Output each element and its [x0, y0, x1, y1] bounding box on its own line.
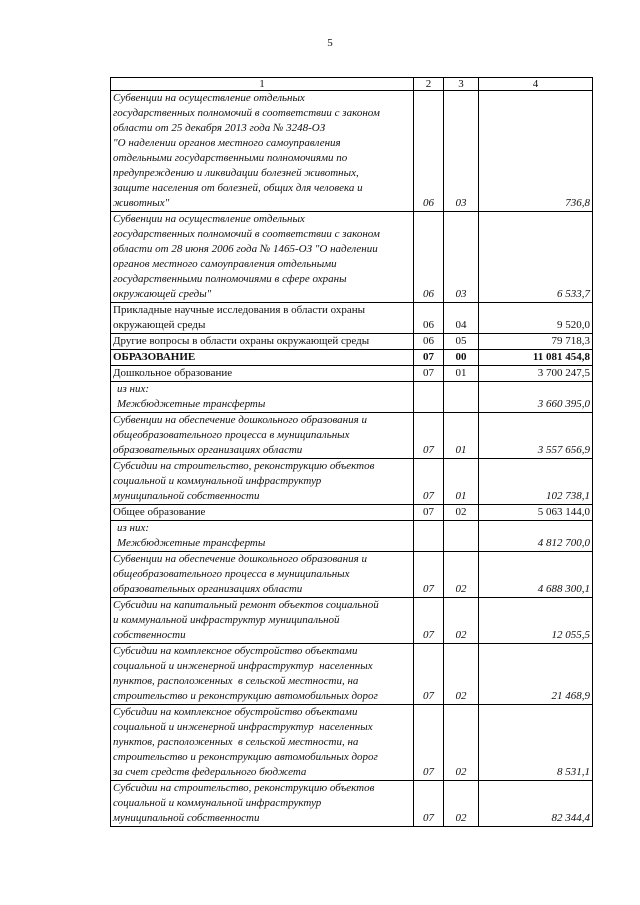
description-line: "О наделении органов местного самоуправления: [113, 137, 341, 149]
amount-cell: 79 718,3: [479, 334, 593, 350]
amount-cell: 9 520,0: [479, 303, 593, 334]
section-code-cell: 07: [414, 552, 444, 598]
description-cell: [111, 334, 414, 350]
description-line: общеобразовательного процесса в муниципальных: [113, 429, 350, 441]
budget-table: [110, 77, 593, 827]
description-line: окружающей среды: [113, 319, 206, 331]
description-line: защите населения от болезней, общих для человека и: [113, 182, 363, 194]
subsection-code-cell: 03: [444, 212, 479, 303]
description-cell: [111, 644, 414, 705]
table-row: [111, 413, 593, 459]
header-cell-description: 1: [111, 78, 414, 91]
description-line: животных": [113, 197, 170, 209]
description-line: социальной и инженерной инфраструктур населенных: [113, 660, 373, 672]
amount-cell: 4 688 300,1: [479, 552, 593, 598]
section-code-cell: 06: [414, 91, 444, 212]
header-cell-section: 2: [414, 78, 444, 91]
description-line: Субвенции на осуществление отдельных: [113, 92, 305, 104]
header-cell-subsection: 3: [444, 78, 479, 91]
amount-cell: 3 700 247,5: [479, 366, 593, 382]
description-line: социальной и коммунальной инфраструктур: [113, 797, 322, 809]
header-cell-amount: 4: [479, 78, 593, 91]
description-cell: [111, 91, 414, 212]
description-line: органов местного самоуправления отдельными: [113, 258, 337, 270]
description-line: ОБРАЗОВАНИЕ: [113, 351, 196, 363]
amount-cell: 3 660 395,0: [479, 382, 593, 413]
description-line: Межбюджетные трансферты: [117, 537, 266, 549]
description-line: собственности: [113, 629, 186, 641]
description-cell: [111, 505, 414, 521]
amount-cell: 82 344,4: [479, 781, 593, 827]
table-row: [111, 91, 593, 212]
description-cell: [111, 382, 414, 413]
subsection-code-cell: 02: [444, 781, 479, 827]
subsection-code-cell: 00: [444, 350, 479, 366]
description-line: предупреждению и ликвидации болезней животных,: [113, 167, 359, 179]
amount-cell: 736,8: [479, 91, 593, 212]
section-code-cell: [414, 382, 444, 413]
amount-cell: 11 081 454,8: [479, 350, 593, 366]
table-row: [111, 303, 593, 334]
description-cell: [111, 350, 414, 366]
section-code-cell: [414, 521, 444, 552]
description-line: Субсидии на строительство, реконструкцию объектов: [113, 782, 375, 794]
subsection-code-cell: 01: [444, 413, 479, 459]
description-cell: [111, 303, 414, 334]
section-code-cell: 06: [414, 212, 444, 303]
description-line: области от 25 декабря 2013 года № 3248-ОЗ: [113, 122, 326, 134]
description-line: Субвенции на обеспечение дошкольного образования и: [113, 553, 367, 565]
subsection-code-cell: 04: [444, 303, 479, 334]
description-cell: [111, 459, 414, 505]
description-cell: [111, 413, 414, 459]
section-code-cell: 07: [414, 413, 444, 459]
table-row: [111, 366, 593, 382]
description-line: государственных полномочий в соответствии с законом: [113, 228, 380, 240]
table-row: [111, 334, 593, 350]
description-line: Другие вопросы в области охраны окружающей среды: [113, 335, 370, 347]
description-line: муниципальной собственности: [113, 490, 260, 502]
table-row: [111, 459, 593, 505]
table-row: [111, 781, 593, 827]
subsection-code-cell: 02: [444, 505, 479, 521]
description-line: строительство и реконструкцию автомобильных дорог: [113, 751, 378, 763]
amount-cell: 12 055,5: [479, 598, 593, 644]
amount-cell: 5 063 144,0: [479, 505, 593, 521]
description-cell: [111, 521, 414, 552]
subsection-code-cell: 02: [444, 705, 479, 781]
description-line: Общее образование: [113, 506, 206, 518]
description-line: и коммунальной инфраструктур муниципальной: [113, 614, 340, 626]
amount-cell: 3 557 656,9: [479, 413, 593, 459]
subsection-code-cell: 02: [444, 552, 479, 598]
table-row: [111, 212, 593, 303]
description-line: строительство и реконструкцию автомобильных дорог: [113, 690, 378, 702]
section-code-cell: 07: [414, 505, 444, 521]
table-row: [111, 705, 593, 781]
description-line: образовательных организациях области: [113, 583, 303, 595]
description-line: из них:: [117, 383, 150, 395]
section-code-cell: 07: [414, 705, 444, 781]
subsection-code-cell: 02: [444, 598, 479, 644]
description-line: пунктов, расположенных в сельской местности, на: [113, 736, 359, 748]
description-line: области от 28 июня 2006 года № 1465-ОЗ "О наделении: [113, 243, 378, 255]
amount-cell: 21 468,9: [479, 644, 593, 705]
description-cell: [111, 705, 414, 781]
description-line: за счет средств федерального бюджета: [113, 766, 307, 778]
description-line: общеобразовательного процесса в муниципальных: [113, 568, 350, 580]
section-code-cell: 07: [414, 781, 444, 827]
amount-cell: 8 531,1: [479, 705, 593, 781]
section-code-cell: 06: [414, 334, 444, 350]
table-row-transfers: [111, 382, 593, 413]
subsection-code-cell: 03: [444, 91, 479, 212]
amount-cell: 6 533,7: [479, 212, 593, 303]
section-code-cell: 07: [414, 459, 444, 505]
amount-cell: 102 738,1: [479, 459, 593, 505]
description-cell: [111, 781, 414, 827]
description-cell: [111, 552, 414, 598]
description-cell: [111, 366, 414, 382]
subsection-code-cell: 02: [444, 644, 479, 705]
description-line: государственными полномочиями в сфере охраны: [113, 273, 347, 285]
subsection-code-cell: 01: [444, 459, 479, 505]
description-line: социальной и коммунальной инфраструктур: [113, 475, 322, 487]
amount-cell: 4 812 700,0: [479, 521, 593, 552]
table-row-transfers: [111, 521, 593, 552]
description-line: отдельными государственными полномочиями по: [113, 152, 348, 164]
section-code-cell: 06: [414, 303, 444, 334]
subsection-code-cell: 05: [444, 334, 479, 350]
description-line: Субвенции на обеспечение дошкольного образования и: [113, 414, 367, 426]
description-line: Субвенции на осуществление отдельных: [113, 213, 305, 225]
description-line: Межбюджетные трансферты: [117, 398, 266, 410]
description-line: Субсидии на комплексное обустройство объектами: [113, 645, 358, 657]
description-line: государственных полномочий в соответствии с законом: [113, 107, 380, 119]
table-row: [111, 598, 593, 644]
table-row: [111, 505, 593, 521]
section-code-cell: 07: [414, 350, 444, 366]
table-row: [111, 644, 593, 705]
description-line: Прикладные научные исследования в области охраны: [113, 304, 366, 316]
table-row-section-total: [111, 350, 593, 366]
description-line: из них:: [117, 522, 150, 534]
description-line: Дошкольное образование: [113, 367, 233, 379]
description-line: социальной и инженерной инфраструктур населенных: [113, 721, 373, 733]
description-line: образовательных организациях области: [113, 444, 303, 456]
section-code-cell: 07: [414, 598, 444, 644]
description-cell: [111, 598, 414, 644]
description-line: пунктов, расположенных в сельской местности, на: [113, 675, 359, 687]
table-row: [111, 552, 593, 598]
subsection-code-cell: [444, 382, 479, 413]
page-number: 5: [327, 37, 333, 49]
description-line: Субсидии на комплексное обустройство объектами: [113, 706, 358, 718]
section-code-cell: 07: [414, 366, 444, 382]
section-code-cell: 07: [414, 644, 444, 705]
description-line: Субсидии на капитальный ремонт объектов социальной: [113, 599, 379, 611]
subsection-code-cell: [444, 521, 479, 552]
table-header-row: [111, 78, 593, 91]
description-cell: [111, 212, 414, 303]
description-line: Субсидии на строительство, реконструкцию объектов: [113, 460, 375, 472]
description-line: муниципальной собственности: [113, 812, 260, 824]
description-line: окружающей среды": [113, 288, 212, 300]
subsection-code-cell: 01: [444, 366, 479, 382]
